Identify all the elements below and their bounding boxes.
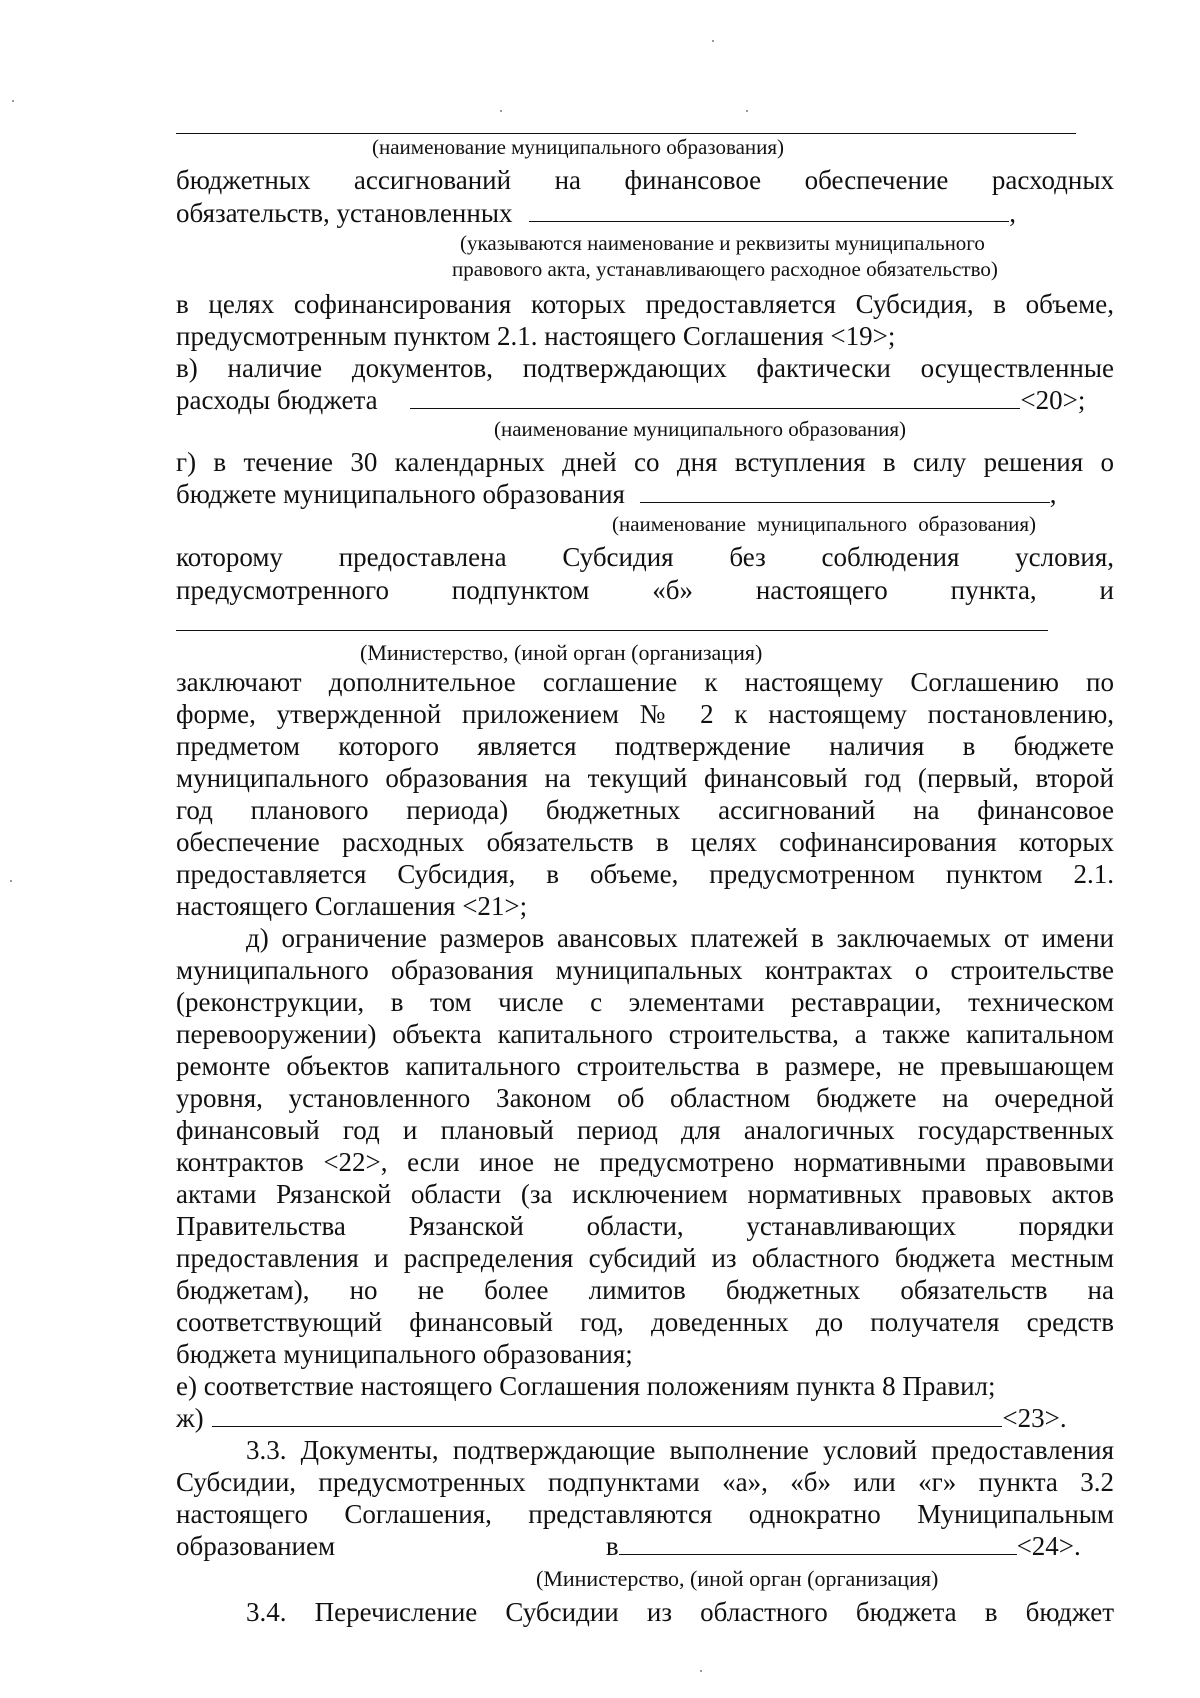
text-fragment: , bbox=[1049, 479, 1057, 509]
text-line: 3.3. Документы, подтверждающие выполнение условий предоставления bbox=[246, 1435, 1114, 1465]
text-line: 3.4. Перечисление Субсидии из областного бюджета в бюджет bbox=[246, 1597, 1114, 1627]
text-line: контрактов <22>, если иное не предусмотрено нормативными правовыми bbox=[176, 1147, 1114, 1177]
text-line: г) в течение 30 календарных дней со дня вступления в силу решения о bbox=[176, 447, 1114, 477]
text-line: настоящего Соглашения <21>; bbox=[176, 891, 528, 921]
text-fragment: ж) bbox=[176, 1403, 204, 1433]
text-line: предоставления и распределения субсидий из областного бюджета местным bbox=[176, 1243, 1114, 1273]
text-line: предусмотренным пунктом 2.1. настоящего Соглашения <19>; bbox=[176, 321, 896, 351]
text-line bbox=[176, 197, 1114, 229]
text-line: бюджета муниципального образования; bbox=[176, 1339, 633, 1369]
text-line: предметом которого является подтверждение наличия в бюджете bbox=[176, 731, 1114, 761]
text-line bbox=[176, 478, 1114, 510]
scan-speck bbox=[12, 100, 14, 102]
text-line bbox=[176, 1530, 1114, 1562]
blank-line bbox=[640, 478, 1050, 503]
text-line: заключают дополнительное соглашение к настоящему Соглашению по bbox=[176, 667, 1114, 697]
text-line: бюджетных ассигнований на финансовое обеспечение расходных bbox=[176, 165, 1114, 195]
caption-municipality: (наименование муниципального образования) bbox=[494, 417, 907, 441]
text-line: которому предоставлена Субсидия без соблюдения условия, bbox=[176, 542, 1114, 572]
caption-ministry: (Министерство, (иной орган (организация) bbox=[536, 1566, 939, 1591]
scan-speck bbox=[746, 110, 748, 112]
text-fragment: , bbox=[1009, 198, 1016, 228]
scan-speck bbox=[712, 40, 714, 42]
caption-ministry: (Министерство, (иной орган (организация) bbox=[360, 640, 763, 665]
text-line: перевооружении) объекта капитального строительства, а также капитальном bbox=[176, 1019, 1114, 1049]
scan-speck bbox=[10, 880, 12, 882]
text-line: муниципального образования на текущий финансовый год (первый, второй bbox=[176, 763, 1114, 793]
text-line bbox=[176, 384, 1114, 416]
text-line: предусмотренного подпунктом «б» настоящего пункта, и bbox=[176, 575, 1114, 605]
blank-line bbox=[619, 1530, 1017, 1555]
scan-speck bbox=[700, 1670, 702, 1672]
caption-municipality: (наименование муниципального образования) bbox=[612, 512, 1037, 536]
blank-line bbox=[212, 1402, 1002, 1427]
text-line: ремонте объектов капитального строительства в размере, не превышающем bbox=[176, 1051, 1114, 1081]
text-fragment: обязательств, установленных bbox=[176, 198, 513, 228]
text-line: в) наличие документов, подтверждающих фактически осуществленные bbox=[176, 353, 1114, 383]
caption-municipality: (наименование муниципального образования) bbox=[372, 135, 785, 159]
text-line: соответствующий финансовый год, доведенных до получателя средств bbox=[176, 1307, 1114, 1337]
text-line bbox=[176, 1402, 1114, 1434]
text-line: форме, утвержденной приложением № 2 к настоящему постановлению, bbox=[176, 699, 1114, 729]
scan-speck bbox=[500, 110, 502, 112]
text-line: бюджетам), но не более лимитов бюджетных обязательств на bbox=[176, 1275, 1114, 1305]
text-fragment: расходы бюджета bbox=[176, 385, 378, 415]
text-line: д) ограничение размеров авансовых платежей в заключаемых от имени bbox=[246, 923, 1114, 953]
blank-line bbox=[176, 630, 1048, 631]
text-line: предоставляется Субсидия, в объеме, предусмотренном пунктом 2.1. bbox=[176, 859, 1114, 889]
text-line: год планового периода) бюджетных ассигнований на финансовое bbox=[176, 795, 1114, 825]
text-line: Субсидии, предусмотренных подпунктами «а», «б» или «г» пункта 3.2 bbox=[176, 1467, 1114, 1497]
text-line: уровня, установленного Законом об областном бюджете на очередной bbox=[176, 1083, 1114, 1113]
text-line: в целях софинансирования которых предоставляется Субсидия, в объеме, bbox=[176, 289, 1114, 319]
caption-legal-act: правового акта, устанавливающего расходное обязательство) bbox=[452, 257, 998, 281]
text-line: (реконструкции, в том числе с элементами реставрации, техническом bbox=[176, 987, 1114, 1017]
text-fragment: <24>. bbox=[1016, 1531, 1081, 1561]
text-fragment: <23>. bbox=[1002, 1403, 1067, 1433]
text-fragment: <20>; bbox=[1020, 385, 1086, 415]
text-line: Правительства Рязанской области, устанавливающих порядки bbox=[176, 1211, 1114, 1241]
text-fragment: образованием bbox=[176, 1531, 336, 1561]
caption-legal-act: (указываются наименование и реквизиты муниципального bbox=[460, 231, 985, 255]
text-fragment: бюджете муниципального образования bbox=[176, 479, 625, 509]
text-line: обеспечение расходных обязательств в целях софинансирования которых bbox=[176, 827, 1114, 857]
text-fragment: в bbox=[605, 1531, 619, 1561]
text-line: настоящего Соглашения, представляются однократно Муниципальным bbox=[176, 1499, 1114, 1529]
text-line: финансовый год и плановый период для аналогичных государственных bbox=[176, 1115, 1114, 1145]
text-line: актами Рязанской области (за исключением нормативных правовых актов bbox=[176, 1179, 1114, 1209]
text-line: е) соответствие настоящего Соглашения положениям пункта 8 Правил; bbox=[176, 1371, 996, 1401]
text-line: муниципального образования муниципальных контрактах о строительстве bbox=[176, 955, 1114, 985]
blank-line bbox=[529, 197, 1009, 222]
blank-line bbox=[410, 384, 1020, 409]
